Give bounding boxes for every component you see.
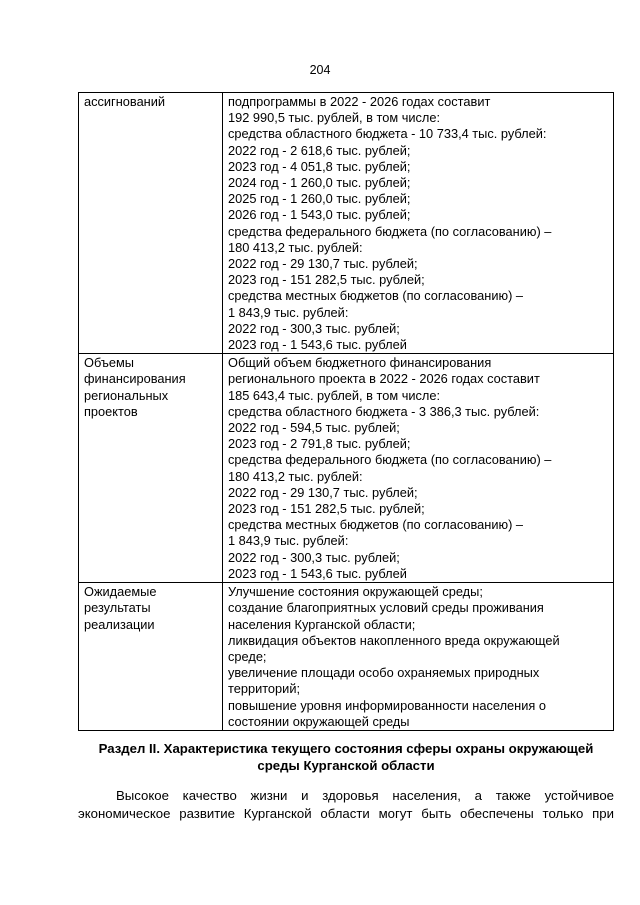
row-content-line: 180 413,2 тыс. рублей: xyxy=(228,468,363,484)
row-label-line: реализации xyxy=(84,616,155,632)
program-passport-table xyxy=(78,92,614,731)
row-content-line: создание благоприятных условий среды проживания xyxy=(228,600,544,616)
row-content-line: 2023 год - 151 282,5 тыс. рублей; xyxy=(228,501,425,517)
row-content-line: регионального проекта в 2022 - 2026 годах составит xyxy=(228,371,540,387)
table-row xyxy=(79,354,614,583)
row-label-cell xyxy=(79,354,223,583)
row-content-line: 1 843,9 тыс. рублей: xyxy=(228,533,349,549)
row-content-line: ликвидация объектов накопленного вреда окружающей xyxy=(228,632,560,648)
row-label-line: результаты xyxy=(84,600,151,616)
section-heading-line-1: Раздел II. Характеристика текущего состояния сферы охраны окружающей xyxy=(98,741,594,756)
section-heading xyxy=(78,740,614,774)
row-content-cell xyxy=(223,583,614,731)
row-content-line: 2023 год - 4 051,8 тыс. рублей; xyxy=(228,158,411,174)
row-content-line: 180 413,2 тыс. рублей: xyxy=(228,239,363,255)
row-content-line: средства федерального бюджета (по согласованию) – xyxy=(228,452,552,468)
paragraph-line-1: Высокое качество жизни и здоровья населения, а также устойчивое xyxy=(116,788,614,803)
row-content-line: 2022 год - 594,5 тыс. рублей; xyxy=(228,420,400,436)
row-label-line: проектов xyxy=(84,403,138,419)
row-content-line: увеличение площади особо охраняемых природных xyxy=(228,665,540,681)
row-content-line: средства областного бюджета - 10 733,4 тыс. рублей: xyxy=(228,126,547,142)
row-content-line: повышение уровня информированности населения о xyxy=(228,697,546,713)
row-label-line: Ожидаемые xyxy=(84,584,157,600)
row-content-line: 192 990,5 тыс. рублей, в том числе: xyxy=(228,110,441,126)
section-heading-line-2: среды Курганской области xyxy=(257,758,435,773)
page-number: 204 xyxy=(309,63,331,77)
row-content-line: населения Курганской области; xyxy=(228,616,416,632)
row-content-line: 2024 год - 1 260,0 тыс. рублей; xyxy=(228,175,411,191)
paragraph-line-2: экономическое развитие Курганской области могут быть обеспечены только при xyxy=(78,805,614,821)
row-content-line: средства областного бюджета - 3 386,3 тыс. рублей: xyxy=(228,403,540,419)
row-content-line: 2023 год - 151 282,5 тыс. рублей; xyxy=(228,272,425,288)
row-content-line: 2022 год - 2 618,6 тыс. рублей; xyxy=(228,142,411,158)
row-content-line: среде; xyxy=(228,648,267,664)
row-content-line: состоянии окружающей среды xyxy=(228,713,410,729)
row-content-line: 2022 год - 300,3 тыс. рублей; xyxy=(228,320,400,336)
row-label-line: ассигнований xyxy=(84,94,166,109)
row-content-line: подпрограммы в 2022 - 2026 годах составит xyxy=(228,94,491,109)
row-content-line: средства местных бюджетов (по согласованию) – xyxy=(228,288,524,304)
row-content-line: 2023 год - 1 543,6 тыс. рублей xyxy=(228,337,407,353)
row-content-cell xyxy=(223,93,614,354)
row-content-line: 2022 год - 29 130,7 тыс. рублей; xyxy=(228,484,418,500)
row-label-cell xyxy=(79,583,223,731)
row-content-line: 2026 год - 1 543,0 тыс. рублей; xyxy=(228,207,411,223)
row-content-line: 2023 год - 1 543,6 тыс. рублей xyxy=(228,565,407,581)
row-content-line: Общий объем бюджетного финансирования xyxy=(228,355,492,371)
table-row xyxy=(79,583,614,731)
row-content-line: средства местных бюджетов (по согласованию) – xyxy=(228,517,524,533)
row-content-line: 2022 год - 300,3 тыс. рублей; xyxy=(228,549,400,565)
row-content-line: 2022 год - 29 130,7 тыс. рублей; xyxy=(228,256,418,272)
body-paragraph xyxy=(78,787,614,822)
row-content-line: 1 843,9 тыс. рублей: xyxy=(228,304,349,320)
row-label-cell xyxy=(79,93,223,354)
row-content-line: 2025 год - 1 260,0 тыс. рублей; xyxy=(228,191,411,207)
row-label-line: Объемы xyxy=(84,355,134,371)
row-content-line: территорий; xyxy=(228,681,301,697)
row-content-line: средства федерального бюджета (по согласованию) – xyxy=(228,223,552,239)
row-label-line: региональных xyxy=(84,387,169,403)
row-content-line: 2023 год - 2 791,8 тыс. рублей; xyxy=(228,436,411,452)
row-content-cell xyxy=(223,354,614,583)
row-content-line: Улучшение состояния окружающей среды; xyxy=(228,584,483,600)
table-row xyxy=(79,93,614,354)
row-label-line: финансирования xyxy=(84,371,186,387)
row-content-line: 185 643,4 тыс. рублей, в том числе: xyxy=(228,387,441,403)
